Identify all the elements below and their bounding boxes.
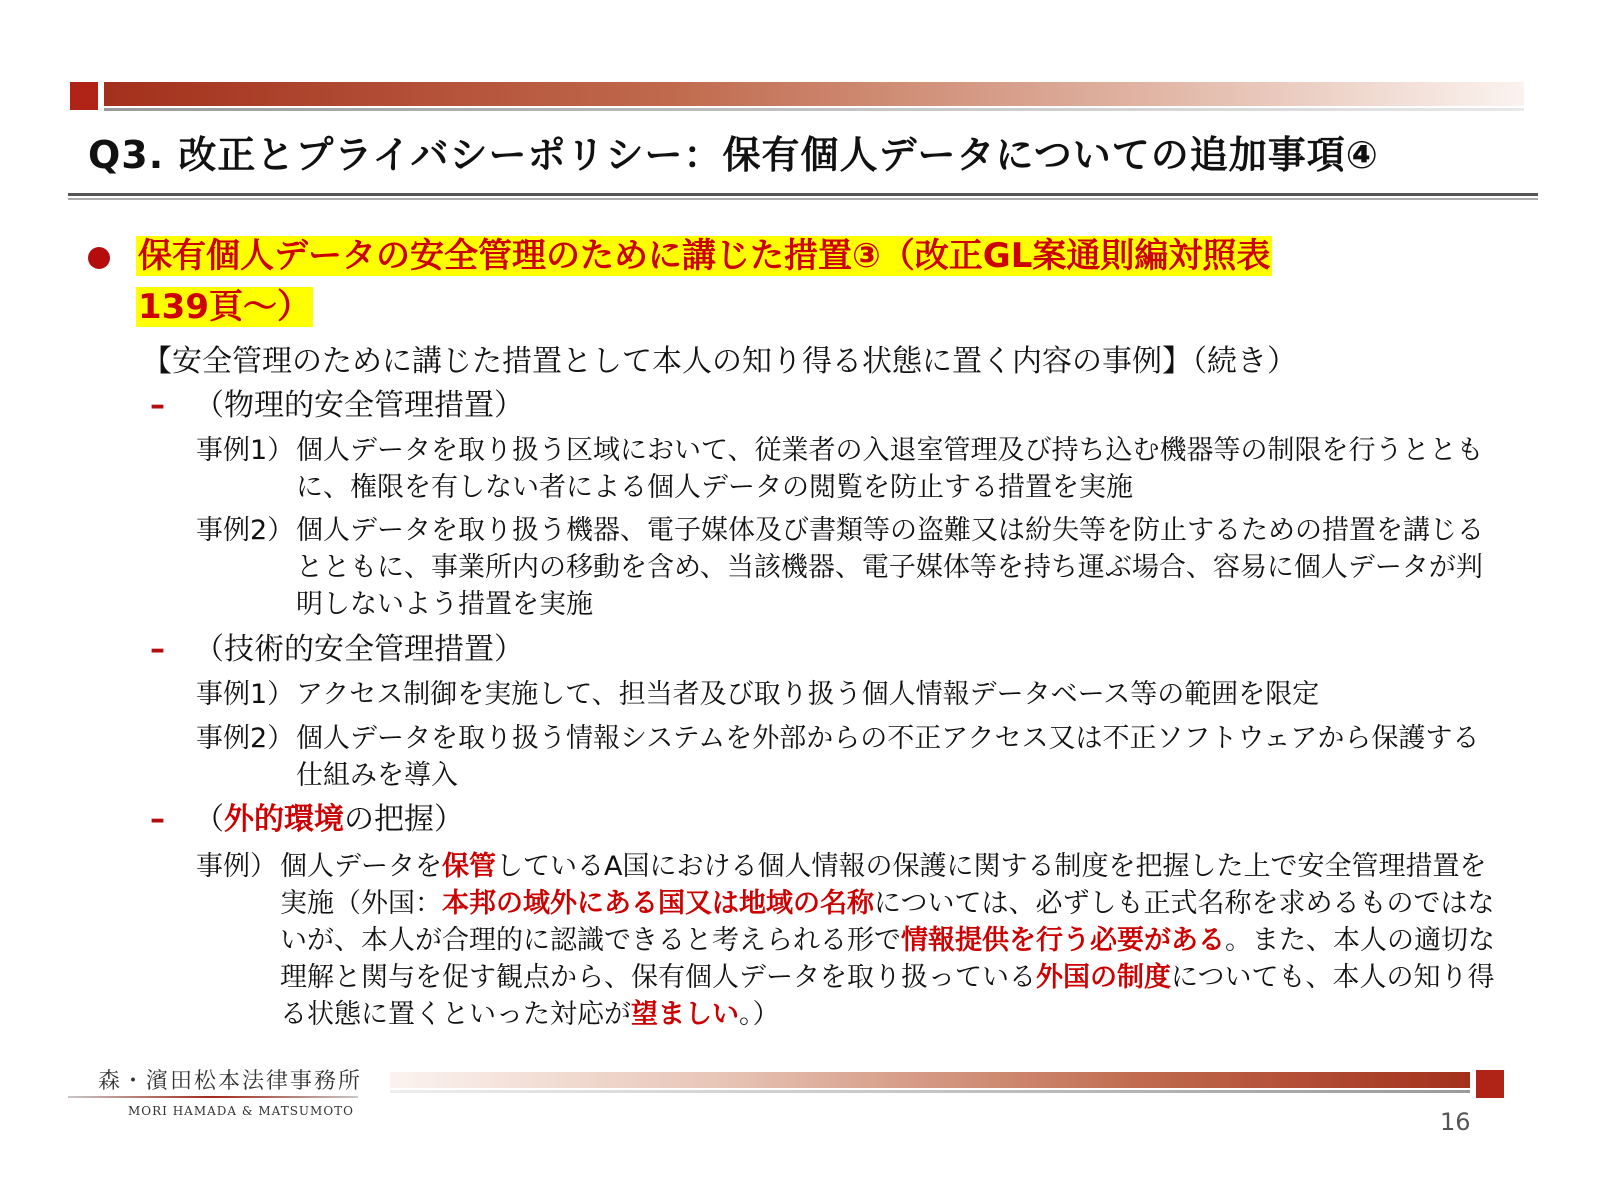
dash-bullet: – [150,632,165,667]
body-text: 。また、本人の適切な理解と関与を促す観点から、保有個人データを取り扱っている [280,925,1495,993]
highlighted-heading [136,231,1436,333]
header-gradient-bar [104,82,1524,106]
case-label: 事例1） [196,679,295,710]
emphasis-text: 保管 [442,851,496,882]
section-label: （物理的安全管理措置） [194,388,524,423]
body-text: 個人データを [280,851,442,882]
section-label-open: （ [194,802,224,837]
body-text: 。） [739,999,780,1030]
emphasis-text: 外国の制度 [1036,962,1171,993]
body-text: については、必ずしも正式名称を求めるものではないが、本人が合理的に認識できると考えられる形で [280,888,1495,956]
heading-line-1: 保有個人データの安全管理のために講じた措置③（改正GL案通則編対照表 [138,236,1271,276]
header-accent-square [70,82,98,110]
footer-gray-line [390,1090,1470,1093]
case-label: 事例2） [196,723,295,754]
case-text: 個人データを取り扱う区域において、従業者の入退室管理及び持ち込む機器等の制限を行うとともに、権限を有しない者による個人データの閲覧を防止する措置を実施 [296,435,1484,503]
slide-title: Q3. 改正とプライバシーポリシー：保有個人データについての追加事項④ [88,133,1379,177]
case-label: 事例2） [196,515,295,546]
section-label-close: の把握） [344,802,464,837]
case-text: アクセス制御を実施して、担当者及び取り扱う個人情報データベース等の範囲を限定 [296,679,1320,710]
firm-logo-japanese: 森・濱田松本法律事務所 [98,1069,363,1094]
bullet-icon [88,247,110,269]
case-text: 個人データを取り扱う情報システムを外部からの不正アクセス又は不正ソフトウェアから保護する仕組みを導入 [296,723,1480,791]
section-technical [150,630,524,670]
firm-logo-rule [68,1096,358,1098]
body-text: についても、本人の知り得る状態に置くといった対応が [280,962,1495,1030]
dash-bullet: – [150,388,165,423]
emphasis-text: 本邦の域外にある国又は地域の名称 [442,888,874,919]
page-number: 16 [1440,1108,1471,1136]
emphasis-text: 情報提供を行う必要がある [901,925,1225,956]
footer-gradient-bar [390,1072,1470,1088]
footer-accent-square [1476,1070,1504,1098]
case-text [280,848,1500,1033]
emphasis-text: 望ましい [631,999,739,1030]
case-label: 事例1） [196,435,295,466]
firm-logo-english: MORI HAMADA & MATSUMOTO [128,1104,354,1118]
title-rule [68,193,1538,196]
body-text: しているA国における個人情報の保護に関する制度を把握した上で安全管理措置を実施（外国： [280,851,1487,919]
section-physical [150,386,524,426]
examples-subheading: 【安全管理のために講じた措置として本人の知り得る状態に置く内容の事例】（続き） [142,344,1297,379]
header-gray-line [104,108,1524,111]
case-text: 個人データを取り扱う機器、電子媒体及び書類等の盗難又は紛失等を防止するための措置を講じるとともに、事業所内の移動を含め、当該機器、電子媒体等を持ち運ぶ場合、容易に個人データが判明しないよう措置を実施 [296,515,1484,620]
title-rule-thin [68,198,1538,200]
section-label-emphasis: 外的環境 [224,802,344,837]
case-label: 事例） [196,851,277,882]
heading-line-2: 139頁～） [138,287,311,327]
section-label: （技術的安全管理措置） [194,632,524,667]
section-external-environment [150,800,464,840]
dash-bullet: – [150,802,165,837]
